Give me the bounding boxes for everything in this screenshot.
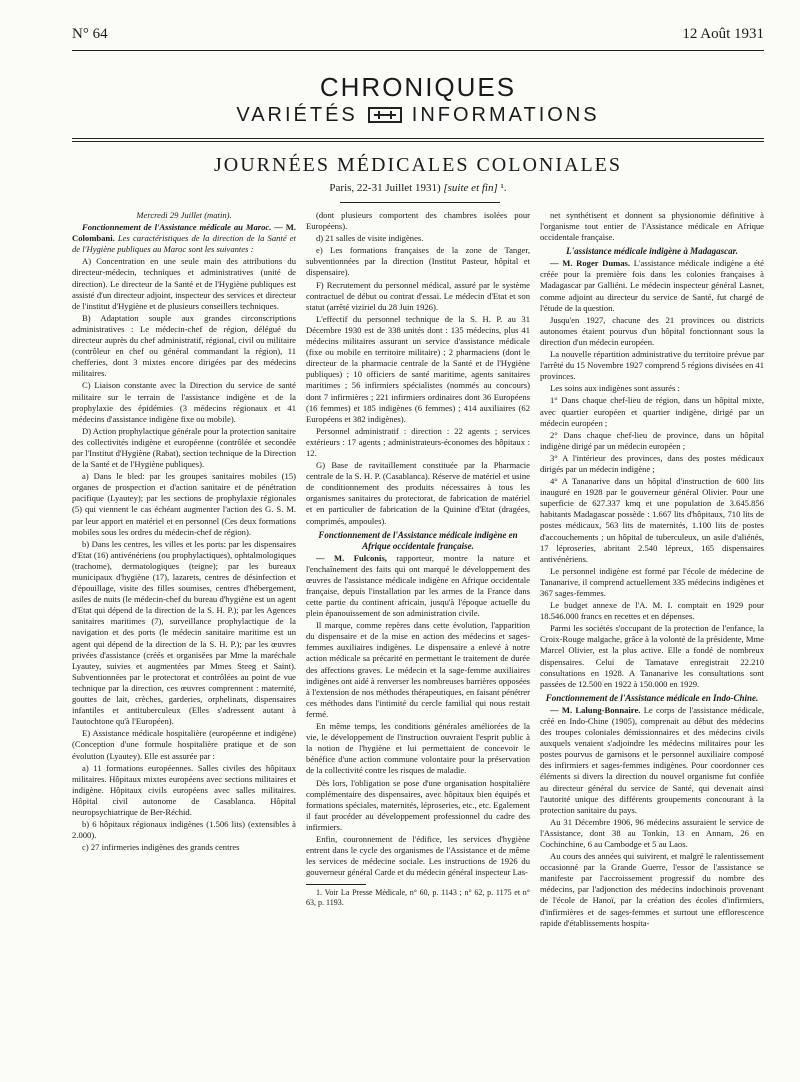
section-heading: Fonctionnement de l'Assistance médicale indigène en Afrique occidentale française. — [318, 529, 518, 551]
article-body — [72, 210, 764, 1070]
paragraph: La nouvelle répartition administrative du territoire prévue par l'arrêté du 15 Novembre 1927 comprend 5 régions divisées en 41 provinces. — [540, 349, 764, 382]
paragraph-text: L'assistance médicale indigène a été créée pour la première fois dans les colonies françaises à Madagascar par Galliéni. Le médecin inspecteur général Lasnet, comme adjoint au directeur du service de Santé, fut chargé de l'étude de la question. — [540, 258, 764, 313]
paragraph: b) Dans les centres, les villes et les ports: par les dispensaires d'Etat (16) antivénériens (ou prophylactiques), ophtalmologiques (trachome), dermatologiques (teigne); par les bureaux municipaux d'hygiène (17), lazarets, centres de désinfection et d'épouillage, visite des filles soumises, centres d'hébergement, asiles de nuits (le médecin-chef du bureau d'hygiène est un agent d'Etat qui dépend de la direction de la S. H. P.); par les Agences sanitaires maritimes (7), surveillance prophylactique de la navigation et des ports (le médecin sanitaire maritime est un agent qui dépend de la direction de la S. H. P.); par les œuvres privées d'assistance (créés et organisées par Mme la maréchale Lyautey, suivies et augmentées par Mmes Steeg et Saint). Subventionnées par le protectorat et contrôlées au point de vue technique par la direction, ces œuvres comprennent : maternité, gouttes de lait, crèches, garderies, orphelinats, dispensaires infantiles et antituberculeux (Elles s'adressent autant à l'autochtone qu'à l'Européen). — [72, 538, 296, 727]
paragraph: 2° Dans chaque chef-lieu de province, dans un hôpital indigène dirigé par un médecin européen ; — [540, 429, 764, 451]
speaker-name: — M. Lalung-Bonnaire. — [550, 704, 641, 715]
subtitle-place-date: Paris, 22-31 Juillet 1931) — [329, 182, 441, 194]
paragraph: 1° Dans chaque chef-lieu de région, dans un hôpital mixte, avec quartier européen et quartier indigène, dirigé par un médecin européen ; — [540, 395, 764, 428]
paragraph-text: rapporteur, montre la nature et l'enchaînement des faits qui ont marqué le développement des œuvres de l'assistance médicale indigène en Afrique occidentale française, depuis l'installation par les armes de la France dans cette partie du continent africain, jusqu'à l'époque actuelle du plein épanouissement de son administration civile. — [306, 552, 530, 619]
paragraph: Personnel administratif : direction : 22 agents ; services extérieurs : 17 agents ; administrateurs-économes des hôpitaux : 12. — [306, 425, 530, 458]
paragraph: D) Action prophylactique générale pour la protection sanitaire des collectivités indigène et européenne (contrôlée et secondée par l'Institut d'Hygiène (Rabat), section technique de la Direction de la Santé et de l'Hygiène publiques). — [72, 425, 296, 470]
paragraph: C) Liaison constante avec la Direction du service de santé militaire sur le terrain de l'assistance indigène et de la prophylaxie des épidémies (3 médecins régionaux et 41 médecins d'assistance indigène fixe ou mobile). — [72, 380, 296, 424]
paragraph: net synthétisent et donnent sa physionomie définitive à l'organisme tout entier de l'Assistance médicale en Afrique occidentale française. — [540, 210, 764, 243]
speaker-name: — M. Fulconis, — [316, 552, 387, 563]
masthead-subline — [72, 102, 764, 128]
subtitle-suffix: [suite et fin] — [443, 182, 498, 194]
masthead-rule — [72, 138, 764, 139]
column-3 — [540, 210, 764, 1070]
paragraph: a) Dans le bled: par les groupes sanitaires mobiles (15) organes de prospection et d'action sanitaire et de pénétration pacifique (Lyautey); par les sections de prophylaxie régionales (5) qui viennent le cas échéant augmenter l'action des G. S. M. par leur apport en matériel et en personnel (Ces deux formations mobiles sous les ordres du médecin-chef de région). — [72, 471, 296, 537]
paragraph: En même temps, les conditions générales améliorées de la vie, le développement de l'instruction ouvraient l'esprit public à la notion de l'hygiène et lui permettaient de concevoir le bénéfice d'une action commune volontaire pour la préservation de la collectivité contre les risques de maladie. — [306, 721, 530, 776]
paragraph-text: Le corps de l'assistance médicale, créé en Indo-Chine (1905), comprenait au début des médecins des troupes coloniales démissionnaires et des médecins civils auxquels venaient s'adjoindre les médecins militaires pour les postes pourvus de garnisons et le personnel auxiliaire composé des infirmiers et sages-femmes indigènes. Pour coordonner ces éléments si divers la direction du nouvel organisme fut confiée au directeur général du service de Santé, qui devenait ainsi l'autorité unique des différents groupements concourant à la protection sanitaire du pays. — [540, 704, 764, 815]
paragraph: Au cours des années qui suivirent, et malgré le ralentissement occasionné par la Grande Guerre, l'essor de l'assistance se manifeste par l'accroissement progressif du nombre des médecins, par l'adjonction des médecins indochinois provenant de l'école de Hanoï, par la création des écoles d'infirmiers, d'infirmières et de sages-femmes et surtout une efflorescence rapide d'établissements hospita- — [540, 851, 764, 928]
speaker-name: — M. Colombani. — [72, 222, 296, 244]
footnote-rule — [306, 884, 366, 885]
ornament-logo-icon — [368, 107, 402, 123]
section-heading: Fonctionnement de l'Assistance médicale au Maroc. — [82, 222, 272, 233]
page-header — [72, 26, 764, 46]
paragraph: Le budget annexe de l'A. M. I. comptait en 1929 pour 18.546.000 francs en recettes et en dépenses. — [540, 600, 764, 622]
speaker-name: — M. Roger Dumas. — [550, 258, 631, 269]
page-number: N° 64 — [72, 26, 108, 42]
paragraph: Il marque, comme repères dans cette évolution, l'apparition du dispensaire et de la mise en action des médecins et sages-femmes auxiliaires indigènes. Le dispensaire a enlevé à notre action médicale sa précarité en permettant le traitement de durée des affections graves. Le médecin et la sage-femme auxiliaires indigènes ont aidé à renverser les nombreuses barrières opposées à l'extension de nos méthodes thérapeutiques, en faisant pénétrer ces méthodes dans l'intimité du cercle familial qui nous restait fermé. — [306, 620, 530, 719]
title-rule — [340, 202, 500, 203]
article-title: JOURNÉES MÉDICALES COLONIALES — [214, 154, 622, 176]
paragraph: B) Adaptation souple aux grandes circonscriptions administratives : Le médecin-chef de région, délégué du directeur auprès du chef administratif, régional, civil ou militaire (contrôleur en chef ou général commandant la région), 11 chefferies, dont 3 mixtes encore dirigées par des médecins militaires. — [72, 312, 296, 379]
issue-date: 12 Août 1931 — [682, 26, 764, 42]
paragraph: F) Recrutement du personnel médical, assuré par le système contractuel de début ou contrat d'essai. Le médecin d'Etat et son statut (arrêté viziriel du 28 Juin 1926). — [306, 279, 530, 312]
session-date: Mercredi 29 Juillet (matin). — [136, 210, 232, 220]
paragraph-text: Les caractéristiques de la direction de la Santé et de l'Hygiène publiques au Maroc sont les suivantes : — [72, 233, 296, 255]
paragraph — [72, 222, 296, 255]
paragraph: a) 11 formations européennes. Salles civiles des hôpitaux militaires. Hôpitaux mixtes européens avec sections militaires et indigène. Hôpitaux civils européens avec salles militaires. Hôpital civil autonome de Casablanca. Hôpital neuropsychiatrique de Ber-Réchid. — [72, 762, 296, 817]
article-subtitle — [72, 182, 764, 194]
paragraph: Les soins aux indigènes sont assurés : — [550, 383, 680, 394]
paragraph: Jusqu'en 1927, chacune des 21 provinces ou districts autonomes étaient pourvus d'un hôpital fonctionnant sous la direction d'un médecin européen. — [540, 314, 764, 347]
paragraph: c) 27 infirmeries indigènes des grands centres — [82, 842, 240, 853]
section-masthead — [72, 72, 764, 128]
paragraph: 3° A l'intérieur des provinces, dans des postes médicaux dirigés par un médecin indigène ; — [540, 452, 764, 474]
paragraph: 4° A Tananarive dans un hôpital d'instruction de 600 lits inauguré en 1928 par le gouverneur général Olivier. Pour une superficie de 627.337 kmq et une population de 3.645.856 habitants Madagascar possède : 1.667 lits d'hôpitaux, 710 lits de postes médicaux, 563 lits de maternités, 1.100 lits de postes d'accouchements ; un hôpital de tuberculeux, un asile d'aliénés, 17 léproseries, abritant 2.540 lépreux, 165 dispensaires antivénériens. — [540, 476, 764, 564]
paragraph: L'effectif du personnel technique de la S. H. P. au 31 Décembre 1930 est de 338 unités dont : 135 médecins, plus 41 médecins militaires assurant un service d'assistance médicale (fixe ou mobile en territoire militaire) ; 2 pharmaciens (dont le directeur de la pharmacie centrale de la Santé et de l'Hygiène publiques) ; 10 officiers de santé maritime, agents sanitaires maritimes ; 56 infirmiers spécialistes (nommés au concours) dont 7 infirmières ; 221 infirmiers ordinaires dont 36 Européens (16 femmes) et 185 indigènes (6 femmes) ; 414 auxiliaires (62 Européens et 382 indigènes). — [306, 313, 530, 424]
section-heading: L'assistance médicale indigène à Madagascar. — [566, 246, 738, 257]
paragraph: A) Concentration en une seule main des attributions du directeur-médecin, techniques et administratives (unité de direction). Le directeur de la Santé et de l'Hygiène publiques est assisté d'un directeur adjoint, inspecteur des services et directeur de l'institut d'Hygiène et de plusieurs conseillers techniques. — [72, 256, 296, 311]
masthead-chroniques: CHRONIQUES — [319, 72, 517, 102]
masthead-rule-double — [72, 141, 764, 142]
paragraph: Le personnel indigène est formé par l'école de médecine de Tananarive, il comprend actuellement 335 médecins indigènes et 367 sages-femmes. — [540, 565, 764, 598]
paragraph: Enfin, couronnement de l'édifice, les services d'hygiène entrent dans le cycle des organismes de l'Assistance et de même les services de médecine sociale. Les instructions de 1926 du gouverneur général Carde et du médecin général inspecteur Las- — [306, 833, 530, 878]
column-2 — [306, 210, 530, 1070]
paragraph: b) 6 hôpitaux régionaux indigènes (1.506 lits) (extensibles à 2.000). — [72, 819, 296, 841]
paragraph: (dont plusieurs comportent des chambres isolées pour Européens). — [306, 210, 530, 232]
column-1 — [72, 210, 296, 1070]
masthead-informations: INFORMATIONS — [411, 104, 600, 126]
paragraph: Au 31 Décembre 1906, 96 médecins assuraient le service de l'Assistance, dont 38 au Tonkin, 13 en Annam, 26 en Cochinchine, 6 au Cambodge et 5 au Laos. — [540, 816, 764, 849]
paragraph: E) Assistance médicale hospitalière (européenne et indigène) (Conception d'une formule hospitalière pratique et de son évolution (Lyautey). Elle est assurée par : — [72, 728, 296, 761]
paragraph — [540, 705, 764, 816]
paragraph — [540, 258, 764, 313]
paragraph: Parmi les sociétés s'occupant de la protection de l'enfance, la Croix-Rouge malgache, grâce à la volonté de la présidente, Mme Marcel Olivier, est la plus active. Elle a fondé de nombreux dispensaires. Celui de Tamatave enregistrait 22.210 consultations en 1928. A Tananarive les consultations sont passées de 12.500 en 1922 à 150.000 en 1929. — [540, 623, 764, 689]
paragraph: e) Les formations françaises de la zone de Tanger, subventionnées par la direction (Institut Pasteur, hôpital et dispensaire). — [306, 245, 530, 278]
subtitle-footnote-ref: ¹. — [500, 182, 507, 194]
paragraph: d) 21 salles de visite indigènes. — [316, 233, 424, 244]
paragraph: G) Base de ravitaillement constituée par la Pharmacie centrale de la S. H. P. (Casablanca). Réserve de matériel et usine de conditionnement des produits nécessaires à tous les organismes sanitaires du protectorat, de fabrication de matériel et en particulier de fabrication de la Quinine d'Etat (dragées, comprimés, ampoules). — [306, 460, 530, 526]
masthead-varietes: VARIÉTÉS — [236, 104, 358, 126]
section-heading: Fonctionnement de l'Assistance médicale en Indo-Chine. — [545, 692, 759, 703]
paragraph — [306, 553, 530, 620]
header-rule — [72, 50, 764, 51]
paragraph: Dès lors, l'obligation se pose d'une organisation hospitalière complémentaire des dispensaires, avec hôpitaux bien équipés et formations spéciales, maternités, léproseries, etc., etc. Egalement il faut procéder au développement professionnel du cadre des infirmiers. — [306, 777, 530, 832]
footnote: 1. Voir La Presse Médicale, n° 60, p. 1143 ; n° 62, p. 1175 et n° 63, p. 1193. — [306, 888, 530, 908]
